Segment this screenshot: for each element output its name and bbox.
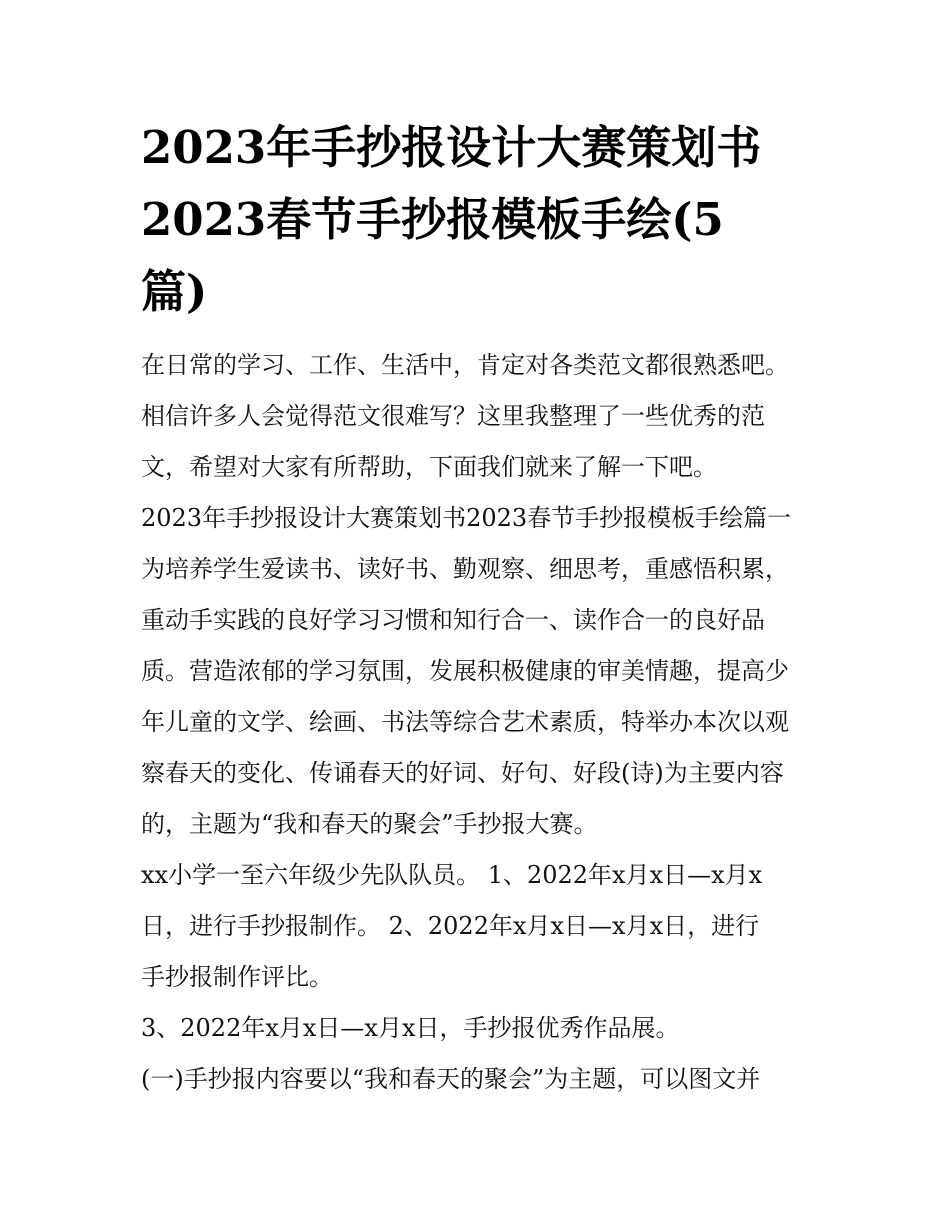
text-line: 为培养学生爱读书、读好书、勤观察、细思考，重感悟积累， (141, 555, 789, 583)
text-line: 日，进行手抄报制作。 2、2022年x月x日—x月x日，进行 (141, 912, 760, 940)
text-line: 重动手实践的良好学习习惯和知行合一、读作合一的良好品 (141, 606, 765, 634)
document-body (141, 340, 813, 1105)
title-line: 2023年手抄报设计大赛策划书 (141, 121, 762, 174)
text-line: 3、2022年x月x日—x月x日，手抄报优秀作品展。 (141, 1014, 680, 1042)
text-line: 的，主题为“我和春天的聚会”手抄报大赛。 (141, 810, 598, 838)
document-title (141, 112, 813, 328)
text-line: 质。营造浓郁的学习氛围，发展积极健康的审美情趣，提高少 (141, 657, 789, 685)
intro-paragraph (141, 340, 813, 493)
purpose-paragraph (141, 544, 813, 850)
text-line: 文，希望对大家有所帮助，下面我们就来了解一下吧。 (141, 453, 717, 481)
title-line: 2023春节手抄报模板手绘(5 (141, 193, 724, 246)
document-page (141, 112, 813, 1105)
text-line: (一)手抄报内容要以“我和春天的聚会”为主题，可以图文并 (141, 1065, 761, 1093)
text-line: 相信许多人会觉得范文很难写？这里我整理了一些优秀的范 (141, 402, 765, 430)
exhibition-paragraph (141, 1003, 813, 1054)
schedule-paragraph (141, 850, 813, 1003)
text-line: 2023年手抄报设计大赛策划书2023春节手抄报模板手绘篇一 (141, 504, 792, 532)
title-line: 篇) (141, 265, 208, 318)
requirements-paragraph (141, 1054, 813, 1105)
section-heading (141, 493, 813, 544)
text-line: 察春天的变化、传诵春天的好词、好句、好段(诗)为主要内容 (141, 759, 784, 787)
text-line: 手抄报制作评比。 (141, 963, 333, 991)
text-line: 在日常的学习、工作、生活中，肯定对各类范文都很熟悉吧。 (141, 351, 789, 379)
text-line: xx小学一至六年级少先队队员。 1、2022年x月x日—x月x (141, 861, 763, 889)
text-line: 年儿童的文学、绘画、书法等综合艺术素质，特举办本次以观 (141, 708, 789, 736)
